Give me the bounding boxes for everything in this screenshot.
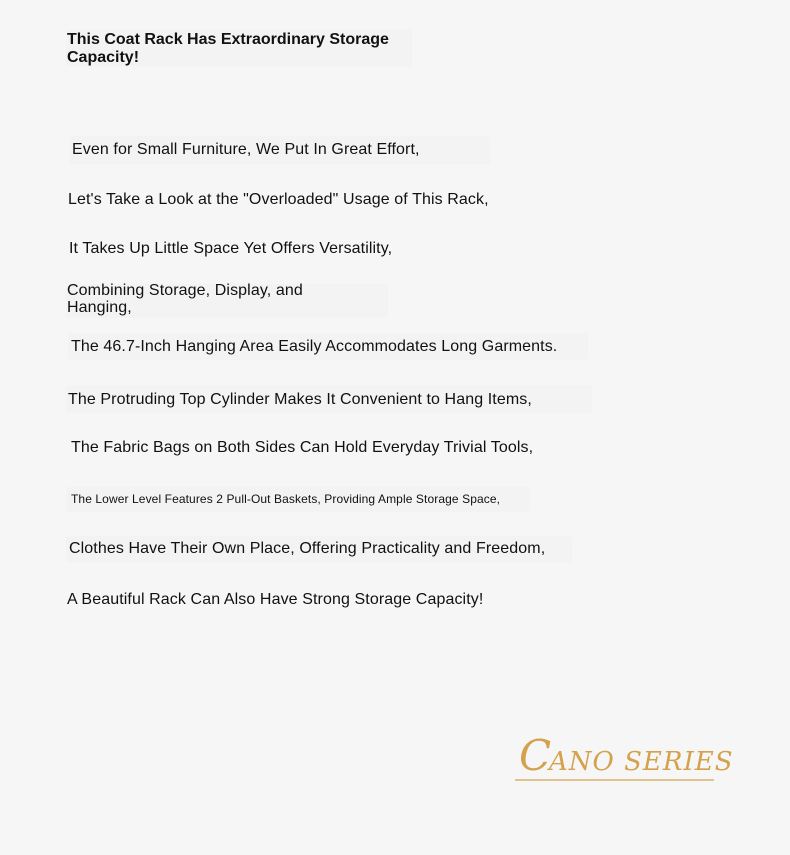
feature-line-2: Let's Take a Look at the "Overloaded" Usage of This Rack, — [68, 191, 489, 208]
logo-letter-c: C — [519, 731, 552, 780]
feature-line-10: A Beautiful Rack Can Also Have Strong Storage Capacity! — [67, 591, 484, 608]
logo-wordmark: ANO SERIES — [549, 747, 734, 777]
feature-line-5: The 46.7-Inch Hanging Area Easily Accommodates Long Garments. — [71, 338, 558, 355]
feature-line-9: Clothes Have Their Own Place, Offering Practicality and Freedom, — [69, 540, 546, 557]
page-title: This Coat Rack Has Extraordinary Storage Capacity! — [67, 31, 389, 66]
feature-line-4: Combining Storage, Display, and Hanging, — [67, 282, 303, 316]
feature-line-8: The Lower Level Features 2 Pull-Out Baskets, Providing Ample Storage Space, — [71, 492, 501, 506]
feature-line-3: It Takes Up Little Space Yet Offers Versatility, — [69, 240, 393, 257]
feature-line-6: The Protruding Top Cylinder Makes It Convenient to Hang Items, — [68, 391, 532, 408]
brand-logo — [515, 726, 734, 782]
feature-line-7: The Fabric Bags on Both Sides Can Hold Everyday Trivial Tools, — [71, 439, 534, 456]
feature-line-1: Even for Small Furniture, We Put In Great Effort, — [72, 141, 420, 158]
